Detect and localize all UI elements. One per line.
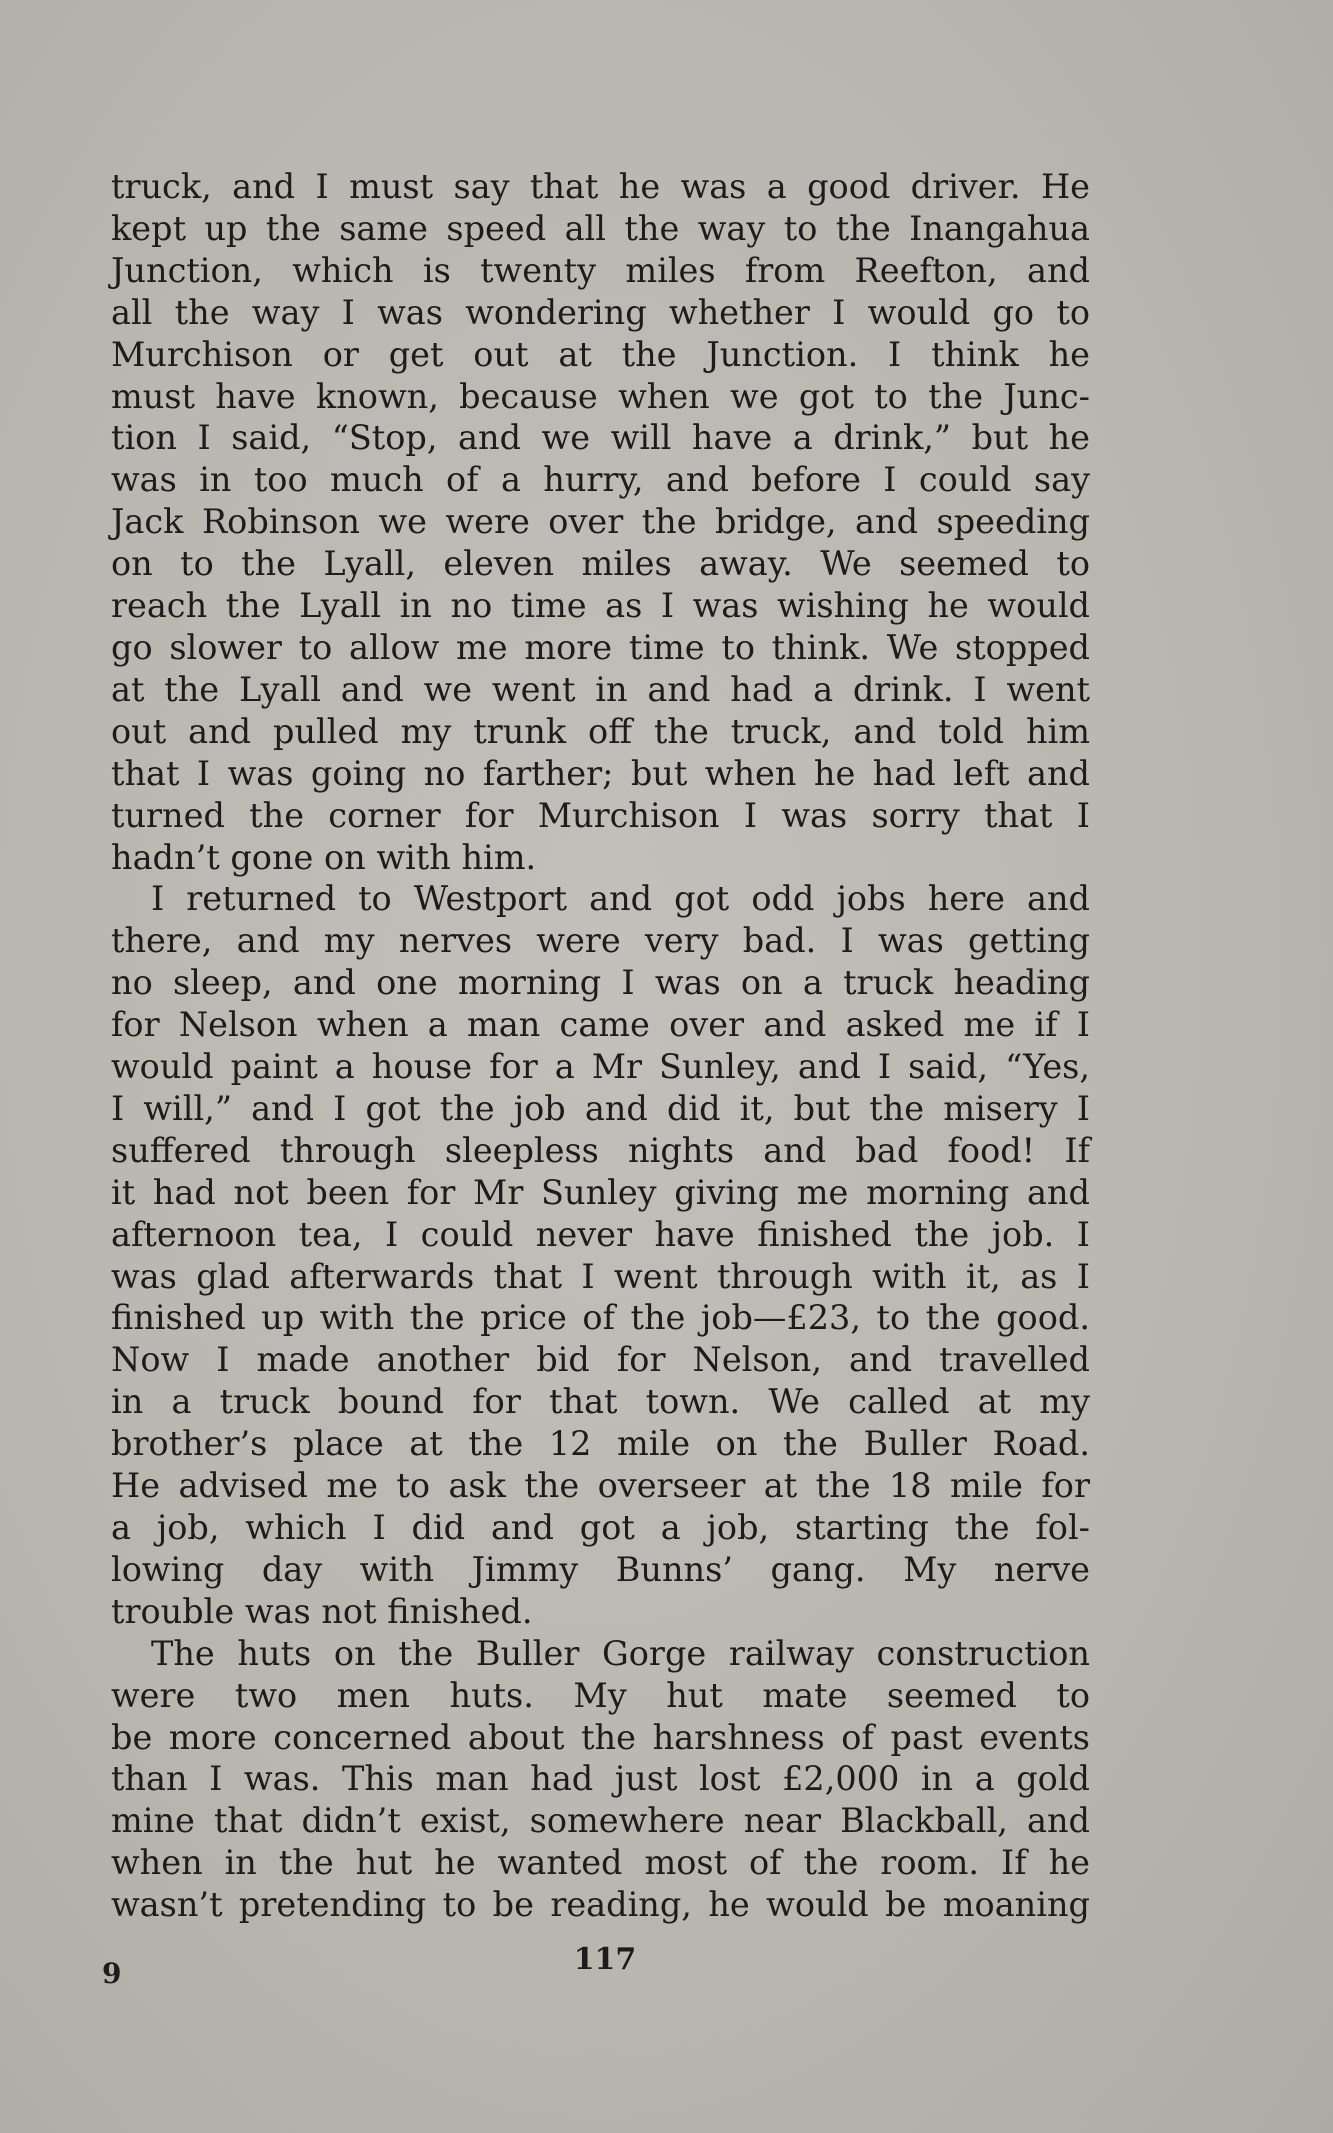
text-line: was in too much of a hurry, and before I could say (111, 460, 1090, 500)
text-line: when in the hut he wanted most of the room. If he (111, 1843, 1090, 1883)
text-line: no sleep, and one morning I was on a truck heading (111, 963, 1090, 1003)
text-line: Junction, which is twenty miles from Reefton, and (111, 250, 1090, 290)
text-line: suffered through sleepless nights and bad food! If (111, 1130, 1090, 1170)
text-line: trouble was not finished. (111, 1591, 533, 1631)
text-line: wasn’t pretending to be reading, he would be moaning (111, 1885, 1090, 1925)
text-line: tion I said, “Stop, and we will have a drink,” but he (111, 418, 1090, 458)
text-line: Jack Robinson we were over the bridge, and speeding (111, 502, 1090, 542)
text-line: kept up the same speed all the way to the Inangahua (111, 208, 1090, 248)
text-line: I will,” and I got the job and did it, but the misery I (111, 1088, 1090, 1128)
paragraph-2 (111, 878, 1090, 1632)
text-line: mine that didn’t exist, somewhere near Blackball, and (111, 1801, 1090, 1841)
text-line: there, and my nerves were very bad. I was getting (111, 921, 1090, 961)
text-line: was glad afterwards that I went through with it, as I (111, 1256, 1090, 1296)
text-line: finished up with the price of the job—£23, to the good. (111, 1298, 1090, 1338)
text-line: brother’s place at the 12 mile on the Buller Road. (111, 1424, 1090, 1464)
text-line: all the way I was wondering whether I would go to (111, 292, 1090, 332)
signature-mark: 9 (102, 1957, 122, 1990)
text-line: be more concerned about the harshness of past events (111, 1717, 1090, 1757)
text-line: Murchison or get out at the Junction. I think he (111, 334, 1090, 374)
text-line: out and pulled my trunk off the truck, and told him (111, 711, 1090, 751)
text-line: turned the corner for Murchison I was sorry that I (111, 795, 1090, 835)
text-line: I returned to Westport and got odd jobs here and (151, 879, 1090, 919)
text-line: The huts on the Buller Gorge railway construction (151, 1633, 1090, 1673)
text-line: on to the Lyall, eleven miles away. We seemed to (111, 544, 1090, 584)
page-number: 117 (573, 1942, 637, 1977)
text-line: lowing day with Jimmy Bunns’ gang. My nerve (111, 1549, 1090, 1589)
text-line: a job, which I did and got a job, starting the fol- (111, 1508, 1090, 1547)
text-line: in a truck bound for that town. We called at my (111, 1382, 1090, 1422)
text-line: Now I made another bid for Nelson, and travelled (111, 1340, 1090, 1380)
paragraph-1 (111, 166, 1090, 878)
text-line: at the Lyall and we went in and had a drink. I went (111, 669, 1090, 709)
text-line: He advised me to ask the overseer at the 18 mile for (111, 1466, 1090, 1506)
text-line: afternoon tea, I could never have finished the job. I (111, 1214, 1090, 1254)
text-line: would paint a house for a Mr Sunley, and I said, “Yes, (111, 1047, 1090, 1087)
text-line: were two men huts. My hut mate seemed to (111, 1675, 1090, 1715)
text-line: it had not been for Mr Sunley giving me morning and (111, 1172, 1090, 1212)
text-line: must have known, because when we got to the Junc- (111, 376, 1090, 416)
text-line: for Nelson when a man came over and asked me if I (111, 1005, 1090, 1045)
text-line: truck, and I must say that he was a good driver. He (111, 167, 1090, 206)
paragraph-3 (111, 1633, 1090, 1926)
text-line: that I was going no farther; but when he had left and (111, 753, 1090, 793)
text-line: go slower to allow me more time to think. We stopped (111, 627, 1090, 667)
text-line: reach the Lyall in no time as I was wishing he would (111, 586, 1090, 626)
text-line: hadn’t gone on with him. (111, 837, 537, 877)
text-line: than I was. This man had just lost £2,000 in a gold (111, 1759, 1090, 1799)
body-text (111, 166, 1090, 1926)
